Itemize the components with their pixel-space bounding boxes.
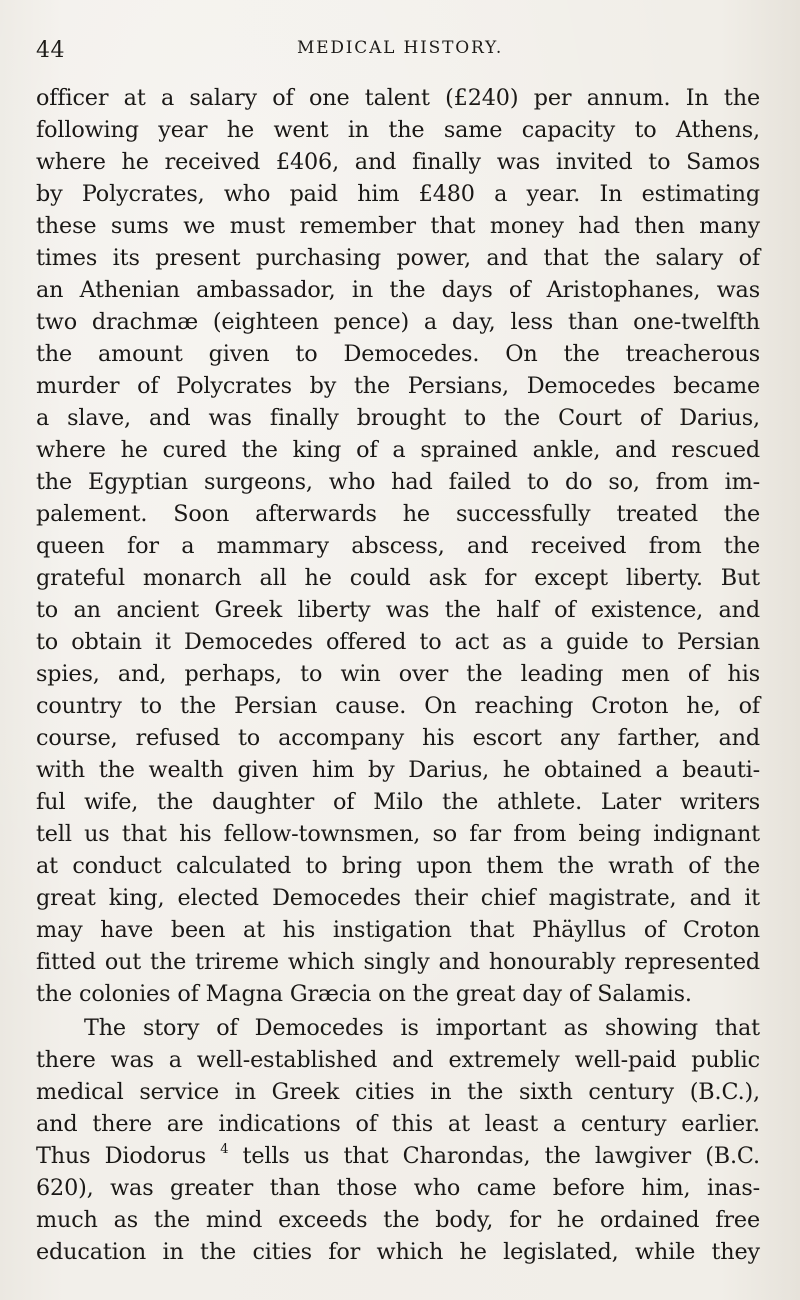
text-line: officer at a salary of one talent (£240) per annum. In the	[36, 85, 760, 111]
text-line: grateful monarch all he could ask for except liberty. But	[36, 565, 760, 591]
text-line: murder of Polycrates by the Persians, Democedes became	[36, 373, 760, 399]
text-line: to an ancient Greek liberty was the half of existence, and	[36, 597, 760, 623]
text-line: and there are indications of this at least a century earlier.	[36, 1111, 760, 1137]
text-line: great king, elected Democedes their chief magistrate, and it	[36, 885, 760, 911]
text-line: fitted out the trireme which singly and honourably represented	[36, 949, 760, 975]
text-line: country to the Persian cause. On reaching Croton he, of	[36, 693, 760, 719]
body-text	[36, 82, 760, 1268]
text-line-with-footnote	[36, 1140, 760, 1172]
text-line: medical service in Greek cities in the sixth century (B.C.),	[36, 1079, 760, 1105]
page-number: 44	[36, 38, 65, 63]
text-line: at conduct calculated to bring upon them the wrath of the	[36, 853, 760, 879]
text-line: to obtain it Democedes offered to act as a guide to Persian	[36, 629, 760, 655]
running-title: MEDICAL HISTORY.	[296, 38, 504, 58]
text-line: education in the cities for which he legislated, while they	[36, 1239, 760, 1265]
text-line: an Athenian ambassador, in the days of Aristophanes, was	[36, 277, 760, 303]
text-line: a slave, and was finally brought to the Court of Darius,	[36, 405, 760, 431]
text-line: much as the mind exceeds the body, for he ordained free	[36, 1207, 760, 1233]
text-line: where he received £406, and finally was invited to Samos	[36, 149, 760, 175]
text-line: where he cured the king of a sprained ankle, and rescued	[36, 437, 760, 463]
text-fragment: Thus Diodorus	[36, 1143, 207, 1169]
text-line: queen for a mammary abscess, and received from the	[36, 533, 760, 559]
text-line: with the wealth given him by Darius, he obtained a beauti-	[36, 757, 760, 783]
text-line: course, refused to accompany his escort any farther, and	[36, 725, 760, 751]
text-line: the Egyptian surgeons, who had failed to do so, from im-	[36, 469, 760, 495]
text-line: following year he went in the same capacity to Athens,	[36, 117, 760, 143]
text-line: there was a well-established and extremely well-paid public	[36, 1047, 760, 1073]
text-line: the amount given to Democedes. On the treacherous	[36, 341, 760, 367]
paragraph-first-line: The story of Democedes is important as showing that	[84, 1015, 760, 1041]
text-line: ful wife, the daughter of Milo the athlete. Later writers	[36, 789, 760, 815]
text-fragment: tells us that Charondas, the lawgiver (B.C.	[242, 1143, 760, 1169]
text-line: by Polycrates, who paid him £480 a year. In estimating	[36, 181, 760, 207]
footnote-marker: 4	[220, 1141, 229, 1157]
text-line: may have been at his instigation that Phäyllus of Croton	[36, 917, 760, 943]
text-line: two drachmæ (eighteen pence) a day, less than one-twelfth	[36, 309, 760, 335]
text-line: spies, and, perhaps, to win over the leading men of his	[36, 661, 760, 687]
text-line: these sums we must remember that money had then many	[36, 213, 760, 239]
running-head	[36, 34, 764, 64]
text-line: the colonies of Magna Græcia on the great day of Salamis.	[36, 981, 692, 1007]
text-line: palement. Soon afterwards he successfully treated the	[36, 501, 760, 527]
text-line: times its present purchasing power, and that the salary of	[36, 245, 760, 271]
text-line: 620), was greater than those who came before him, inas-	[36, 1175, 760, 1201]
text-line: tell us that his fellow-townsmen, so far from being indignant	[36, 821, 760, 847]
